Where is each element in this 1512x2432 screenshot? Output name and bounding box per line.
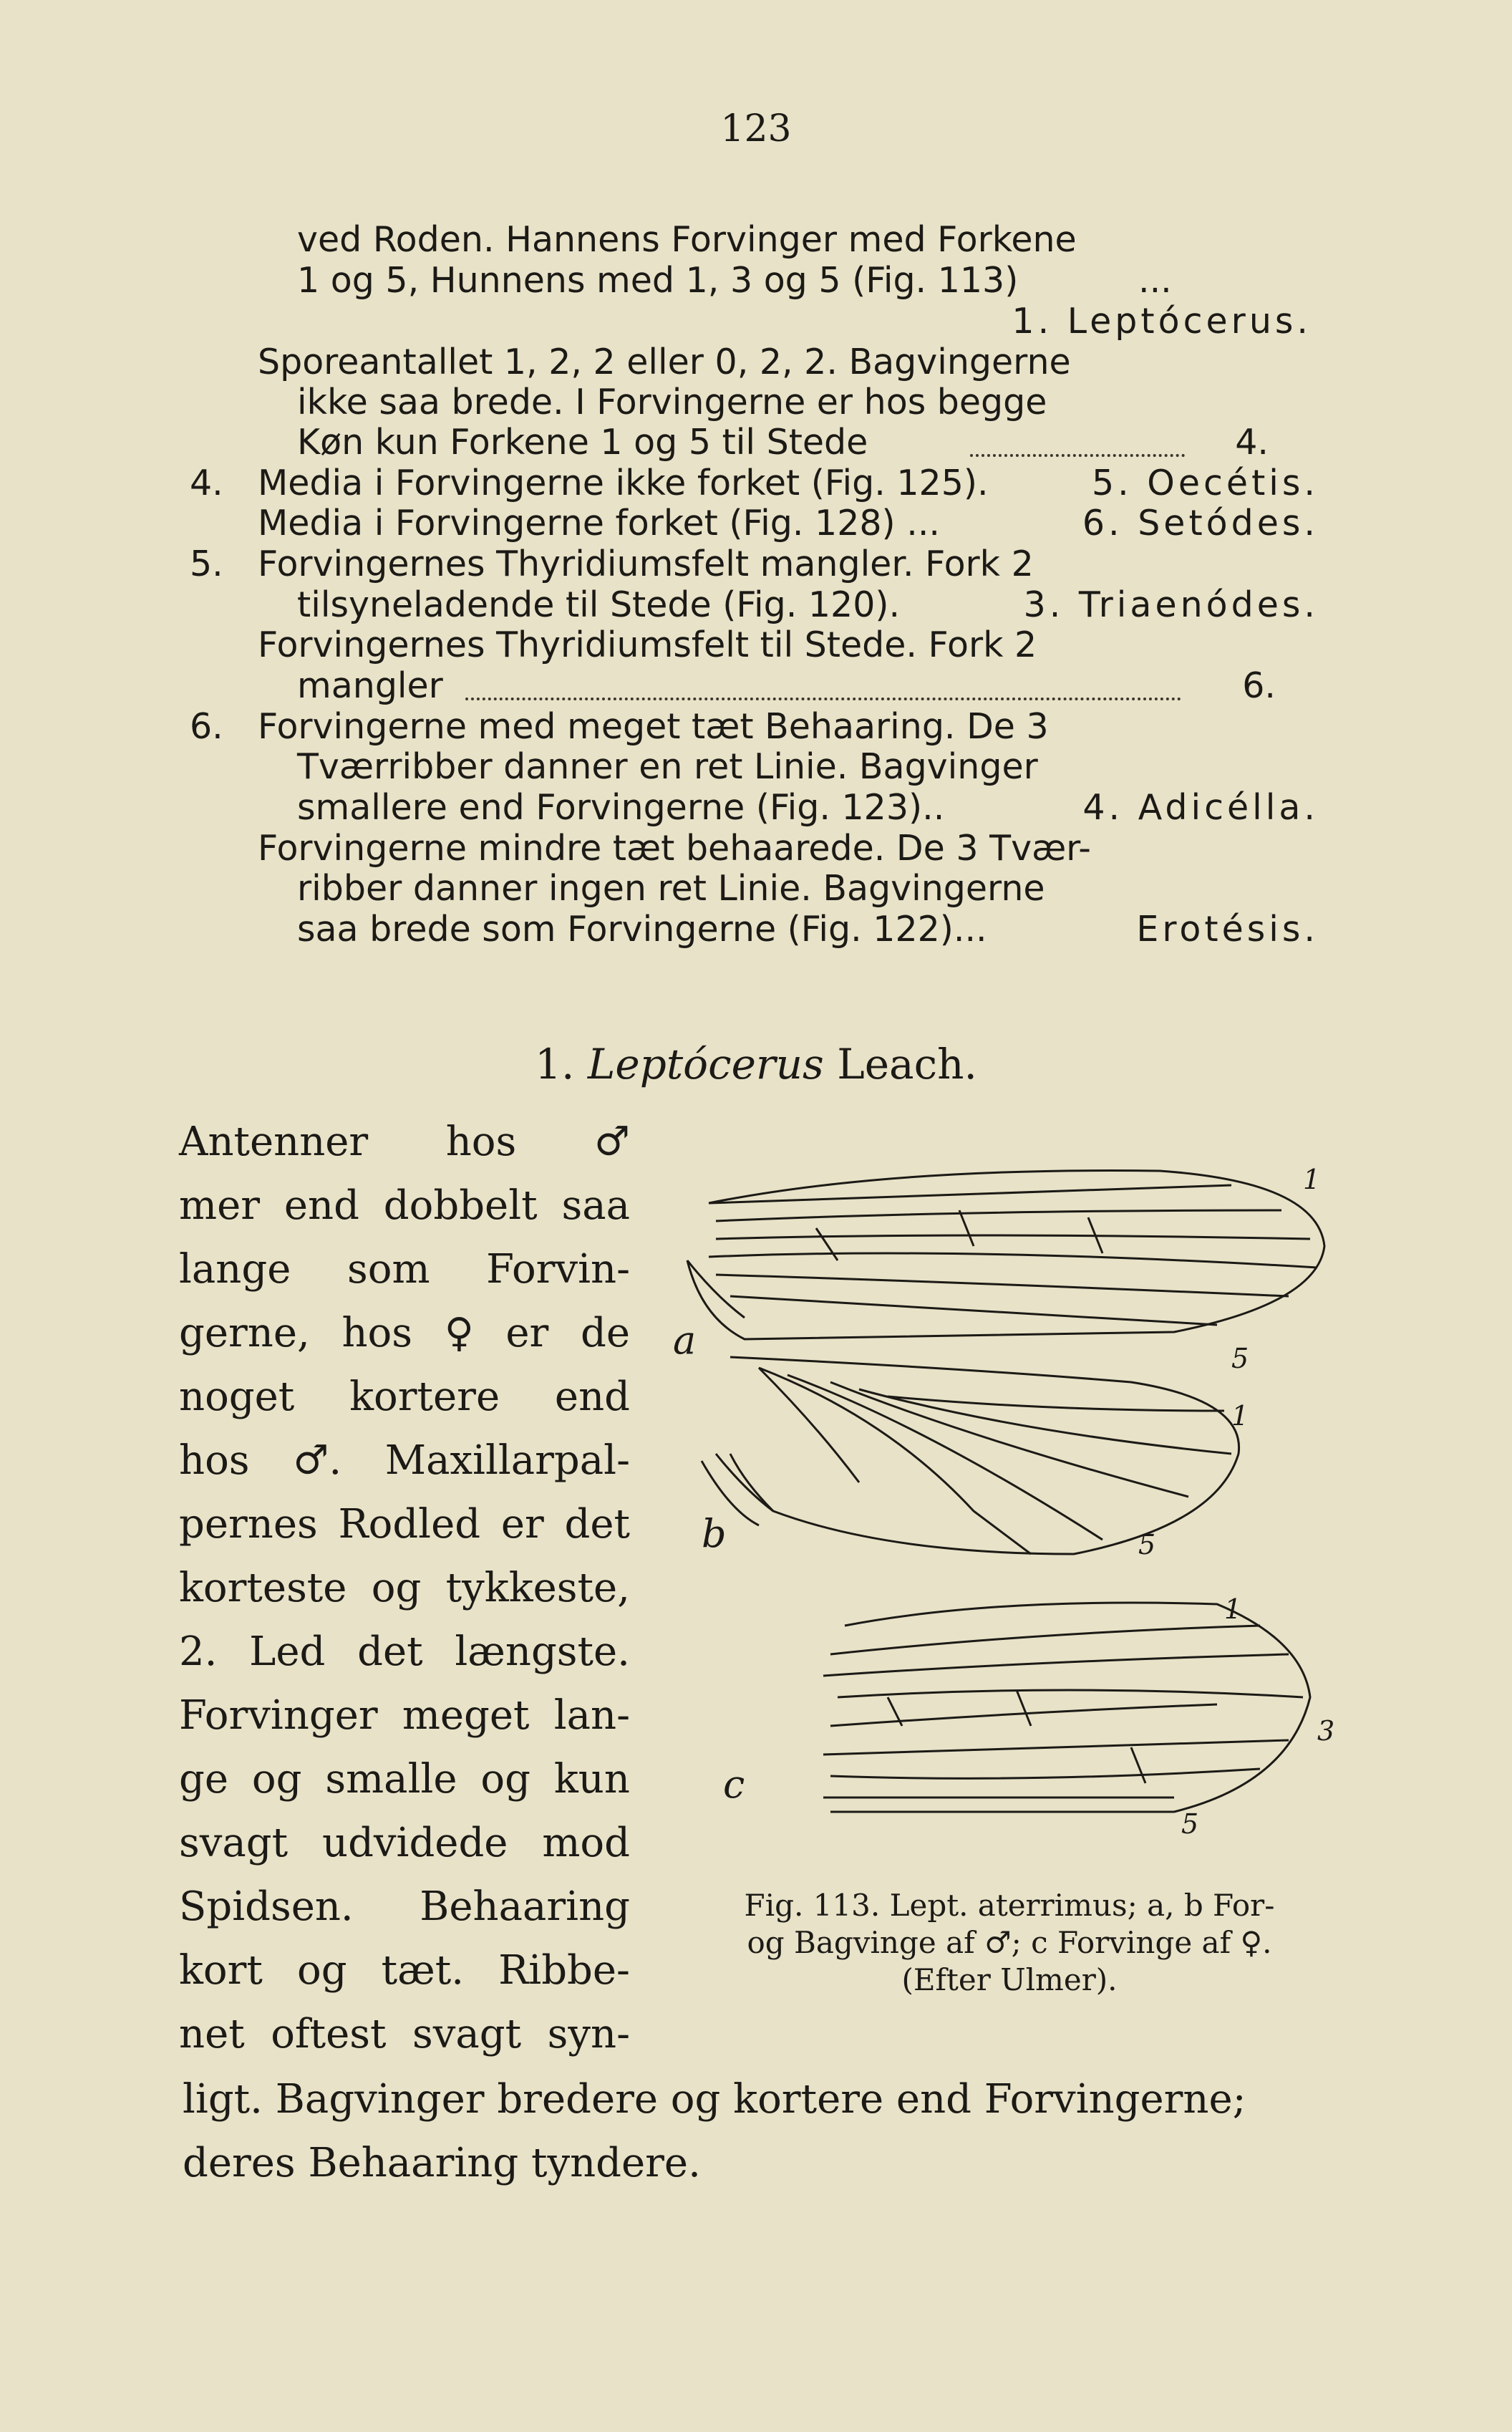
description-line bbox=[179, 1110, 630, 1174]
key-line: Forvingerne mindre tæt behaarede. De 3 Tvær- bbox=[258, 828, 1091, 869]
description-word: saa bbox=[561, 1182, 630, 1229]
description-word: kun bbox=[553, 1756, 630, 1803]
key-line: mangler bbox=[297, 665, 443, 706]
description-word: 2. bbox=[179, 1628, 218, 1675]
key-line: saa brede som Forvingerne (Fig. 122)... bbox=[297, 909, 987, 950]
caption-line: og Bagvinge af ♂; c Forvinge af ♀. bbox=[747, 1925, 1272, 1960]
vein-number: 5 bbox=[1231, 1343, 1249, 1374]
vein-number: 3 bbox=[1317, 1715, 1335, 1747]
key-result: 4. Adicélla. bbox=[1082, 787, 1319, 828]
description-word: Spidsen. bbox=[179, 1883, 354, 1930]
figure-caption bbox=[687, 1887, 1332, 1999]
description-word: de bbox=[580, 1310, 630, 1356]
key-result: 1. Leptócerus. bbox=[1012, 301, 1312, 342]
description-line bbox=[179, 1556, 630, 1620]
description-word: net bbox=[179, 2011, 245, 2057]
figure-label: a bbox=[673, 1318, 697, 1363]
description-word: tæt. bbox=[381, 1947, 465, 1994]
genus-name: Leptócerus bbox=[587, 1040, 824, 1089]
key-result: 5. Oecétis. bbox=[1091, 463, 1319, 503]
key-line: smallere end Forvingerne (Fig. 123).. bbox=[297, 787, 945, 828]
description-line: ligt. Bagvinger bredere og kortere end Forvingerne; bbox=[183, 2076, 1246, 2123]
description-line bbox=[179, 1620, 630, 1684]
description-word: tykkeste, bbox=[445, 1565, 630, 1611]
description-word: smalle bbox=[325, 1756, 457, 1803]
vein-number: 5 bbox=[1138, 1529, 1156, 1560]
key-result: 6. bbox=[1242, 665, 1276, 706]
key-result: 4. bbox=[1235, 422, 1269, 463]
key-result: Erotésis. bbox=[1136, 909, 1319, 950]
description-line bbox=[179, 2002, 630, 2066]
leader-dots bbox=[970, 454, 1185, 457]
description-line bbox=[179, 1429, 630, 1492]
description-line: deres Behaaring tyndere. bbox=[183, 2140, 701, 2186]
description-word: og bbox=[371, 1565, 422, 1611]
key-line: Forvingernes Thyridiumsfelt mangler. Fork 2 bbox=[258, 544, 1034, 584]
description-word: Rodled bbox=[338, 1501, 481, 1548]
description-word: mod bbox=[542, 1820, 630, 1866]
description-line bbox=[179, 1939, 630, 2002]
vein-number: 1 bbox=[1224, 1593, 1242, 1625]
description-word: Forvin- bbox=[486, 1246, 630, 1293]
description-word: noget bbox=[179, 1374, 295, 1420]
description-word: syn- bbox=[547, 2011, 630, 2057]
vein-number: 1 bbox=[1231, 1400, 1249, 1432]
key-line: Media i Forvingerne ikke forket (Fig. 125). bbox=[258, 463, 989, 503]
key-result: 6. Setódes. bbox=[1082, 503, 1319, 544]
description-line bbox=[179, 1301, 630, 1365]
key-line: ribber danner ingen ret Linie. Bagvingerne bbox=[297, 868, 1045, 909]
wing-figure bbox=[673, 1153, 1389, 1876]
description-line bbox=[179, 1747, 630, 1811]
key-dots: ... bbox=[1138, 260, 1172, 301]
description-word: hos bbox=[179, 1437, 250, 1484]
description-line bbox=[179, 1492, 630, 1556]
hindwing-male bbox=[702, 1357, 1239, 1554]
description-word: det bbox=[357, 1628, 423, 1675]
description-line bbox=[179, 1811, 630, 1875]
description-line bbox=[179, 1174, 630, 1237]
key-number: 6. bbox=[190, 706, 223, 747]
forewing-male bbox=[687, 1171, 1324, 1339]
description-word: korteste bbox=[179, 1565, 347, 1611]
key-line: Forvingerne med meget tæt Behaaring. De 3 bbox=[258, 706, 1049, 747]
key-line: Tværribber danner en ret Linie. Bagvinger bbox=[297, 746, 1038, 787]
description-word: kort bbox=[179, 1947, 263, 1994]
genus-number: 1. bbox=[535, 1040, 575, 1089]
description-word: oftest bbox=[271, 2011, 387, 2057]
key-result: 3. Triaenódes. bbox=[1023, 584, 1319, 625]
description-line bbox=[179, 1875, 630, 1939]
description-word: ♂. bbox=[293, 1437, 342, 1484]
forewing-female bbox=[823, 1603, 1310, 1812]
description-word: længste. bbox=[455, 1628, 630, 1675]
description-word: lange bbox=[179, 1246, 291, 1293]
key-line: Køn kun Forkene 1 og 5 til Stede bbox=[297, 422, 868, 463]
key-line: tilsyneladende til Stede (Fig. 120). bbox=[297, 584, 901, 625]
key-line: Forvingernes Thyridiumsfelt til Stede. Fork 2 bbox=[258, 624, 1037, 665]
description-word: er bbox=[500, 1501, 544, 1548]
description-line bbox=[179, 1365, 630, 1429]
description-word: er bbox=[505, 1310, 549, 1356]
key-line: ikke saa brede. I Forvingerne er hos begge bbox=[297, 382, 1047, 423]
description-line bbox=[179, 1684, 630, 1747]
description-word: og bbox=[296, 1947, 347, 1994]
description-word: mer bbox=[179, 1182, 261, 1229]
description-word: ♂ bbox=[593, 1119, 630, 1165]
genus-heading bbox=[0, 1040, 1512, 1089]
figure-label: c bbox=[723, 1762, 745, 1807]
description-line bbox=[179, 1237, 630, 1301]
description-word: meget bbox=[402, 1692, 530, 1739]
key-line: 1 og 5, Hunnens med 1, 3 og 5 (Fig. 113) bbox=[297, 260, 1019, 301]
description-word: hos bbox=[341, 1310, 412, 1356]
key-number: 5. bbox=[190, 544, 223, 584]
description-word: svagt bbox=[412, 2011, 522, 2057]
description-word: som bbox=[346, 1246, 430, 1293]
description-word: dobbelt bbox=[383, 1182, 538, 1229]
description-word: Behaaring bbox=[420, 1883, 630, 1930]
description-word: gerne, bbox=[179, 1310, 310, 1356]
description-word: det bbox=[564, 1501, 630, 1548]
description-word: Led bbox=[249, 1628, 326, 1675]
description-word: lan- bbox=[553, 1692, 630, 1739]
figure-label: b bbox=[702, 1511, 727, 1556]
description-word: end bbox=[284, 1182, 359, 1229]
caption-line: Fig. 113. Lept. aterrimus; a, b For- bbox=[744, 1888, 1275, 1923]
vein-number: 5 bbox=[1181, 1808, 1199, 1840]
leader-dots bbox=[465, 698, 1181, 700]
description-word: Antenner bbox=[179, 1119, 369, 1165]
description-word: udvidede bbox=[322, 1820, 508, 1866]
description-word: svagt bbox=[179, 1820, 289, 1866]
key-line: ved Roden. Hannens Forvinger med Forkene bbox=[297, 219, 1077, 260]
description-word: og bbox=[480, 1756, 530, 1803]
vein-number: 1 bbox=[1303, 1164, 1321, 1195]
key-number: 4. bbox=[190, 463, 223, 503]
description-word: pernes bbox=[179, 1501, 318, 1548]
page-number: 123 bbox=[720, 107, 792, 150]
description-word: hos bbox=[445, 1119, 517, 1165]
key-line: Media i Forvingerne forket (Fig. 128) ... bbox=[258, 503, 940, 544]
description-word: kortere bbox=[349, 1374, 500, 1420]
caption-line: (Efter Ulmer). bbox=[901, 1962, 1118, 1997]
description-word: Maxillarpal- bbox=[384, 1437, 630, 1484]
key-line: Sporeantallet 1, 2, 2 eller 0, 2, 2. Bagvingerne bbox=[258, 342, 1071, 382]
description-word: ge bbox=[179, 1756, 228, 1803]
description-word: end bbox=[554, 1374, 630, 1420]
description-word: og bbox=[251, 1756, 302, 1803]
description-word: Forvinger bbox=[179, 1692, 378, 1739]
genus-author: Leach. bbox=[837, 1040, 977, 1089]
description-word: ♀ bbox=[444, 1310, 474, 1356]
description-word: Ribbe- bbox=[498, 1947, 630, 1994]
